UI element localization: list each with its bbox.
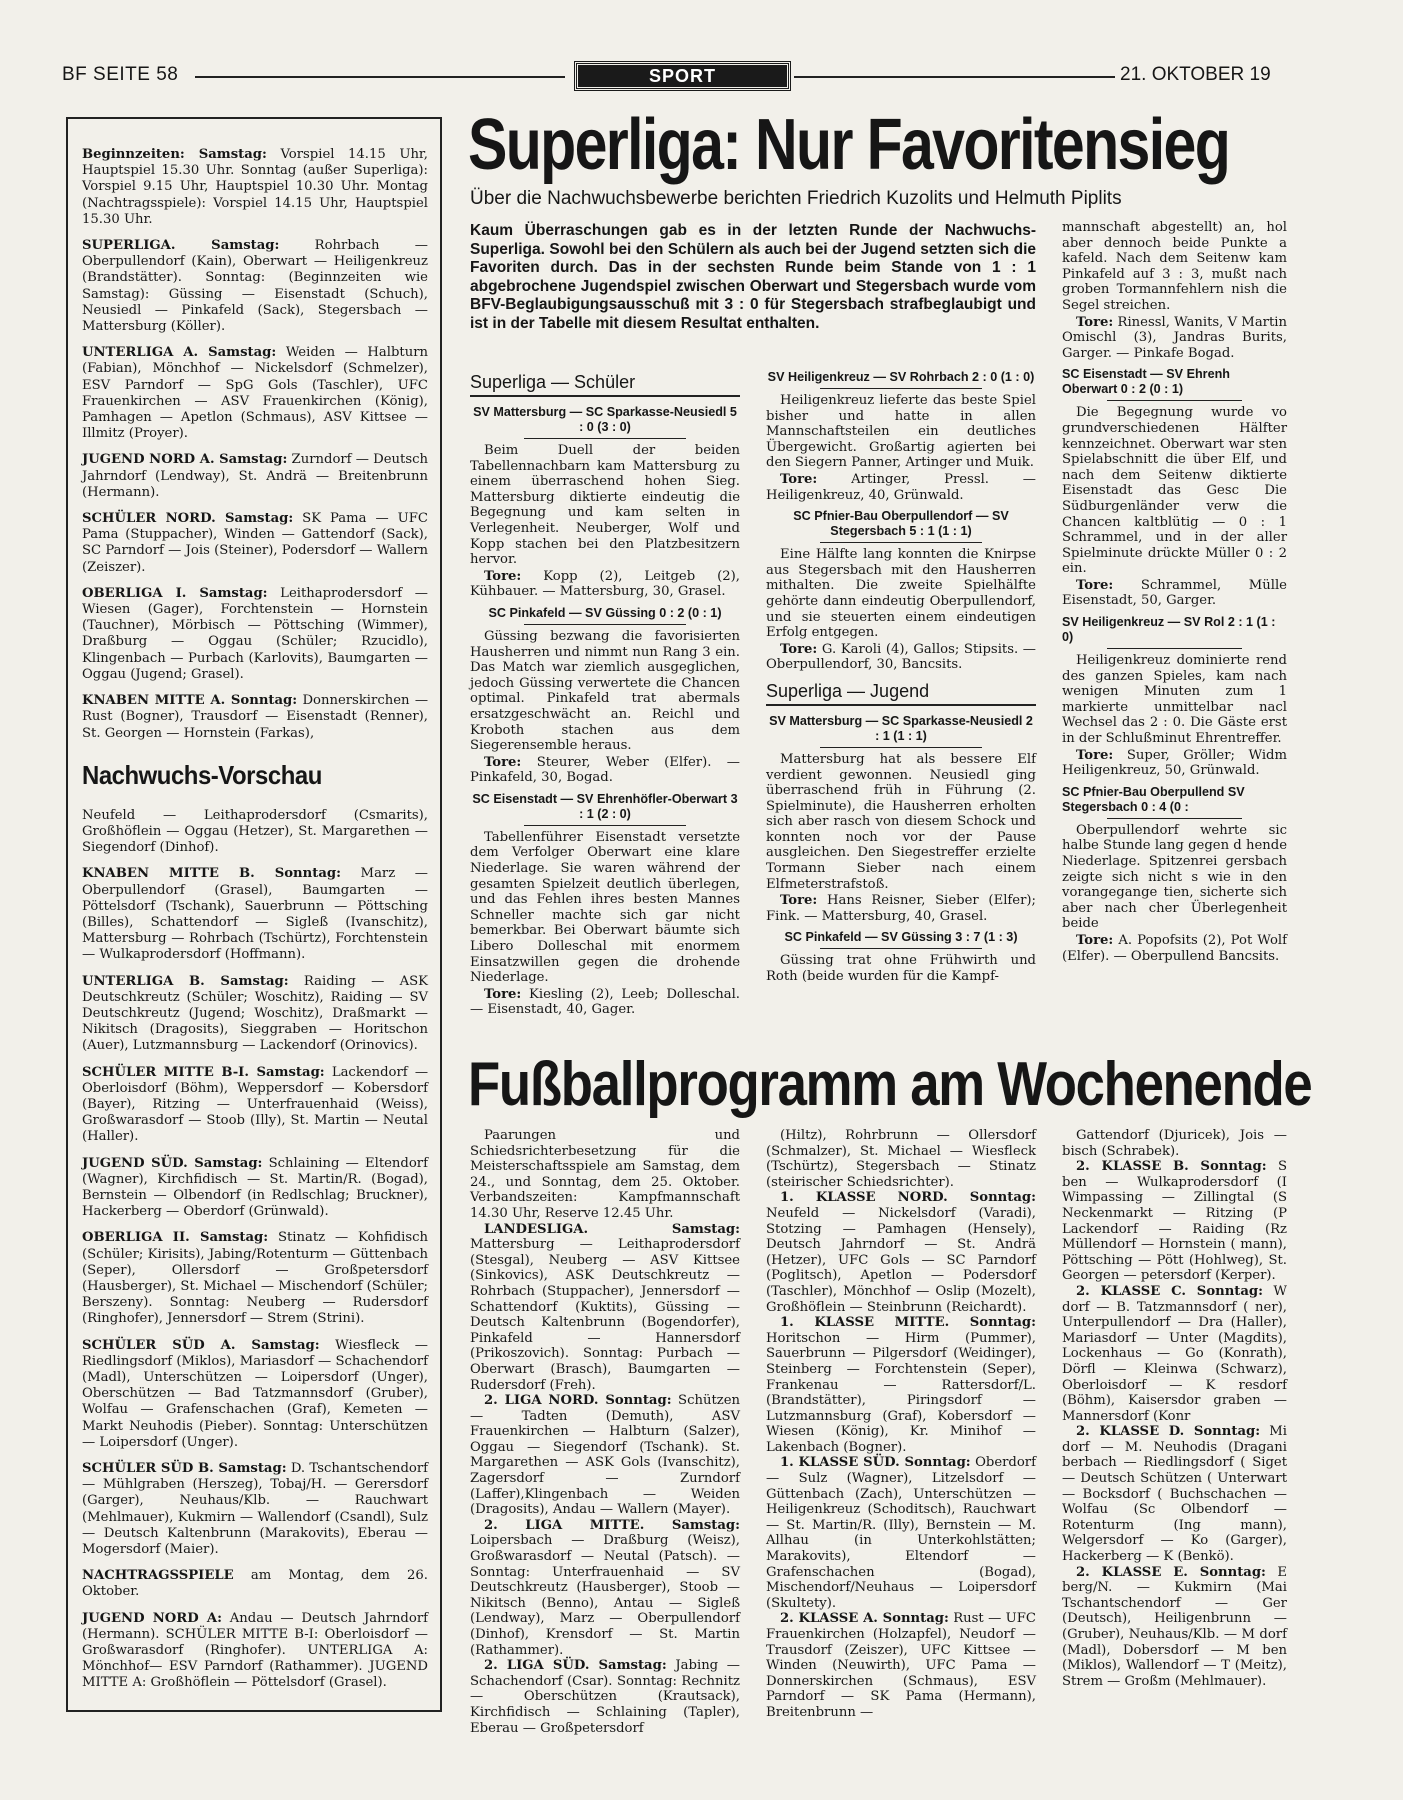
- match-heading: SC Pfnier-Bau Oberpullend SV Stegersbach 0 : 4 (0 :: [1062, 784, 1245, 814]
- schedule-paragraph: Neufeld — Leithaprodersdorf (Csmarits), Großhöflein — Oggau (Hetzer), St. Margarethen — Siegendorf (Dinhof).: [82, 807, 428, 856]
- schedule-paragraph: UNTERLIGA B. Samstag: Raiding — ASK Deutschkreutz (Schüler; Woschitz), Raiding — SV Deutschkreutz (Jugend; Woschitz), Draßmarkt — Nikitsch (Dragosits), Sieggraben — Horitschon (Auer), Lutzmannsburg — Lackendorf (Orinovics).: [82, 973, 428, 1054]
- match-heading: SV Mattersburg — SC Sparkasse-Neusiedl 5 : 0 (3 : 0): [473, 405, 737, 434]
- page-number: BF SEITE 58: [62, 64, 179, 85]
- divider: [820, 388, 982, 389]
- schedule-paragraph: UNTERLIGA A. Samstag: Weiden — Halbturn (Fabian), Mönchhof — Nickelsdorf (Schmelzer), ESV Parndorf — SpG Gols (Taschler), UFC Frauenkirchen — ASV Frauenkirchen (König), Pamhagen — Apetlon (Schmaus), ASV Kittsee — Illmitz (Proyer).: [82, 345, 428, 442]
- schedule-paragraph: 2. KLASSE C. Sonntag: W dorf — B. Tatzmannsdorf ( ner), Unterpullendorf — Dra (Haller), Mariasdorf — Unter (Magdits), Lockenhaus — Go (Konrath), Dörfl — Kleinwa (Schwarz), Oberloisdorf — K resdorf (Böhm), Kaisersdor graben —Mannersdorf (Konr: [1062, 1283, 1287, 1424]
- goals-line: Tore: Kiesling (2), Leeb; Dolleschal. — Eisenstadt, 40, Gager.: [470, 986, 740, 1018]
- schedule-paragraph: 1. KLASSE NORD. Sonntag: Neufeld — Nickelsdorf (Varadi), Stotzing — Pamhagen (Hensely), Deutsch Jahrndorf — St. Andrä (Hetzer), UFC Gols — SC Parndorf (Poglitsch), Apetlon — Podersdorf (Taschler), Mönchhof — Oslip (Mozelt), Großhöflein — Steinbrunn (Reichardt).: [766, 1190, 1036, 1315]
- schedule-list-1: [82, 147, 428, 742]
- schedule-paragraph: SUPERLIGA. Samstag: Rohrbach — Oberpullendorf (Kain), Oberwart — Heiligenkreuz (Brandstätter). Sonntag: (Beginnzeiten wie Samstag): Güssing — Eisenstadt (Schuch), Neusiedl — Pinkafeld (Sack), Stegersbach — Mattersburg (Köller).: [82, 238, 428, 335]
- schedule-paragraph: 2. LIGA SÜD. Samstag: Jabing — Schachendorf (Csar). Sonntag: Rechnitz — Oberschützen (Krautsack), Kirchfidisch — Schlaining (Tapler), Eberau — Großpetersdorf: [470, 1658, 740, 1736]
- program-column-2: [766, 1128, 1036, 1778]
- headline-fussballprogramm: Fußballprogramm am Wochenende: [468, 1050, 1312, 1119]
- schedule-paragraph: 1. KLASSE MITTE. Sonntag: Horitschon — Hirm (Pummer), Sauerbrunn — Pilgersdorf (Weidinger), Steinberg — Forchtenstein (Seper), Frankenau — Rattersdorf/L. (Brandstätter), Piringsdorf — Lutzmannsburg (Graf), Kobersdorf — Wiesen (König), Kr. Minihof — Lakenbach (Bogner).: [766, 1315, 1036, 1455]
- match-heading: SC Eisenstadt — SV Ehrenh Oberwart 0 : 2 (0 : 1): [1062, 367, 1230, 397]
- byline: Über die Nachwuchsbewerbe berichten Friedrich Kuzolits und Helmuth Piplits: [470, 188, 1122, 209]
- schedule-paragraph: Paarungen und Schiedsrichterbesetzung für die Meisterschaftsspiele am Samstag, dem 24., und Sonntag, dem 25. Oktober. Verbandszeiten: Kampfmannschaft 14.30 Uhr, Reserve 12.45 Uhr.: [470, 1128, 740, 1221]
- schedule-paragraph: Gattendorf (Djuricek), Jois — bisch (Schrabek).: [1062, 1128, 1287, 1159]
- schedule-paragraph: (Hiltz), Rohrbrunn — Ollersdorf (Schmalzer), St. Michael — Wiesfleck (Tschürtz), Stegersbach — Stinatz (steirischer Schiedsrichter).: [766, 1128, 1036, 1190]
- goals-line: Tore: Kopp (2), Leitgeb (2), Kühbauer. — Mattersburg, 30, Grasel.: [470, 568, 740, 600]
- divider: [524, 825, 686, 826]
- match-heading: SC Eisenstadt — SV Ehrenhöfler-Oberwart 3 : 1 (2 : 0): [472, 791, 738, 821]
- match-report: Tabellenführer Eisenstadt versetzte dem Verfolger Oberwart eine klare Niederlage. Sie waren während der gesamten Spielzeit deutlich überlegen, und das Fehlen ihres besten Mannes Schneller machte sich gar nicht bemerkbar. Bei Oberwart bäumte sich Libero Dolleschal mit enormem Einsatzwillen gegen die drohende Niederlage.: [470, 829, 740, 986]
- article-lead: Kaum Überraschungen gab es in der letzten Runde der Nachwuchs-Superliga. Sowohl bei den Schülern als auch bei der Jugend setzten sich die Favoriten durch. Das in der sechsten Runde beim Stande von 1 : 1 abgebrochene Jugendspiel zwischen Oberwart und Stegersbach wurde vom BFV-Beglaubigungsausschuß mit 3 : 0 für Stegersbach strafbeglaubigt und ist in der Tabelle mit diesem Resultat enthalten.: [470, 222, 1036, 332]
- schedule-paragraph: SCHÜLER NORD. Samstag: SK Pama — UFC Pama (Stuppacher), Winden — Gattendorf (Sack), SC Parndorf — Jois (Steiner), Podersdorf — Wallern (Zeiszer).: [82, 511, 428, 575]
- match-report: Mattersburg hat als bessere Elf verdient gewonnen. Neusiedl ging überraschend früh in Führung (2. Spielminute), die Hausherren erholten sich aber rasch von diesem Schock und konnten noch vor der Pause ausgleichen. Den Siegestreffer erzielte Tormann Sieber nach einem Elfmeterstrafstoß.: [766, 751, 1036, 892]
- match-heading: SC Pinkafeld — SV Güssing 3 : 7 (1 : 3): [784, 930, 1018, 945]
- schedule-paragraph: 1. KLASSE SÜD. Sonntag: Oberdorf — Sulz (Wagner), Litzelsdorf — Güttenbach (Zach), Unterschützen — Heiligenkreuz (Schoditsch), Rauchwart — St. Martin/R. (Illy), Bernstein — M. Allhau (in Unterkohlstätten; Marakovits), Eltendorf — Grafenschachen (Bogad), Mischendorf/Neuhaus — Loipersdorf (Skultety).: [766, 1455, 1036, 1611]
- program-column-3: [1062, 1128, 1287, 1778]
- goals-line: Tore: Steurer, Weber (Elfer). — Pinkafeld, 30, Bogad.: [470, 754, 740, 786]
- header-rule-left: [195, 76, 565, 78]
- goals-line: Tore: Artinger, Pressl. — Heiligenkreuz, 40, Grünwald.: [766, 471, 1036, 503]
- match-report: Eine Hälfte lang konnten die Knirpse aus Stegersbach mit den Hausherren mithalten. Die zweite Spielhälfte gehörte dann eindeutig Oberpullendorf, und sie steuerten einem eindeutigen Erfolg entgegen.: [766, 547, 1036, 641]
- schedule-paragraph: KNABEN MITTE A. Sonntag: Donnerskirchen — Rust (Bogner), Trausdorf — Eisenstadt (Renner), St. Georgen — Hornstein (Farkas),: [82, 693, 429, 741]
- schedule-paragraph: SCHÜLER MITTE B-I. Samstag: Lackendorf — Oberloisdorf (Böhm), Weppersdorf — Kobersdorf (Bayer), Ritzing — Unterfrauenhaid (Weiss), Großwarasdorf — Stoob (Illy), St. Martin — Neutal (Haller).: [82, 1064, 429, 1145]
- match-report: Güssing trat ohne Frühwirth und Roth (beide wurden für die Kampf-: [766, 953, 1036, 985]
- goals-line: Tore: Hans Reisner, Sieber (Elfer); Fink. — Mattersburg, 40, Grasel.: [766, 893, 1036, 924]
- article-column-1: [470, 364, 740, 1040]
- program-column-1: [470, 1128, 740, 1778]
- match-report: Güssing bezwang die favorisierten Hausherren und nimmt nun Rang 3 ein. Das Match war ziemlich ausgeglichen, jedoch Güssing verwertete die Chancen optimal. Pinkafeld trat abermals ersatzgeschwächt an. Reichl und Kroboth stachen aus dem Siegerensemble heraus.: [470, 628, 740, 754]
- schedule-paragraph: Beginnzeiten: Samstag: Vorspiel 14.15 Uhr, Hauptspiel 15.30 Uhr. Sonntag (außer Superliga): Vorspiel 9.15 Uhr, Hauptspiel 10.30 Uhr. Montag (Nachtragsspiele): Vorspiel 14.15 Uhr, Hauptspiel 15.30 Uhr.: [82, 147, 428, 227]
- goals-line: Tore: Rinessl, Wanits, V Martin Omischl (3), Jandras Burits, Garger. — Pinkafe Bogad.: [1062, 314, 1287, 361]
- divider: [820, 747, 982, 748]
- issue-date: 21. OKTOBER 19: [1120, 64, 1271, 85]
- match-report: mannschaft abgestellt) an, hol aber dennoch beide Punkte a kafeld. Nach dem Seitenw kam Pinkafeld auf 3 : 3, mußt nach groben Tormannfehlern nish die Segel streichen.: [1062, 220, 1287, 313]
- schedule-paragraph: JUGEND NORD A. Samstag: Zurndorf — Deutsch Jahrndorf (Lendway), St. Andrä — Breitenbrunn (Hermann).: [82, 452, 428, 500]
- header-rule-right: [794, 76, 1115, 78]
- schedule-paragraph: JUGEND NORD A: Andau — Deutsch Jahrndorf (Hermann). SCHÜLER MITTE B-I: Oberloisdorf — Großwarasdorf (Ringhofer). UNTERLIGA A: Mönchhof— ESV Parndorf (Rathammer). JUGEND MITTE A: Großhöflein — Pöttelsdorf (Grasel).: [82, 1610, 429, 1691]
- schedule-paragraph: SCHÜLER SÜD B. Samstag: D. Tschantschendorf — Mühlgraben (Herszeg), Tobaj/H. — Gerersdorf (Garger), Neuhaus/Klb. — Rauchwart (Mehlmauer), Kukmirn — Wallendorf (Csandl), Sulz — Deutsch Kaltenbrunn (Marakovits), Eberau — Mogersdorf (Maier).: [82, 1461, 429, 1558]
- schedule-paragraph: 2. KLASSE D. Sonntag: Mi dorf — M. Neuhodis (Dragani berbach — Riedlingsdorf ( Siget — Deutsch Schützen ( Unterwart — Bocksdorf ( Buchschachen — Wolfau (Sc Olbendorf — Rotenturm (Ing mann), Welgersdorf — Ko (Garger), Hackerberg — K (Benkö).: [1062, 1424, 1288, 1565]
- subhead-schueler: Superliga — Schüler: [470, 370, 740, 397]
- box-heading: Nachwuchs-Vorschau: [82, 759, 322, 790]
- schedule-paragraph: 2. KLASSE B. Sonntag: S ben — Wulkaprodersdorf (I Wimpassing — Zillingtal (S Neckenmarkt — Ritzing (P Lackendorf — Raiding (Rz Müllendorf — Hornstein ( mann), Pöttsching — Pött (Hohlweg), St. Georgen — petersdorf (Kerper).: [1062, 1159, 1287, 1284]
- divider: [1107, 648, 1242, 649]
- schedule-paragraph: OBERLIGA II. Samstag: Stinatz — Kohfidisch (Schüler; Kirisits), Jabing/Rotenturm — Güttenbach (Seper), Ollersdorf — Großpetersdorf (Hausberger), St. Michael — Mischendorf (Schüler; Berszeny). Sonntag: Neuberg — Rudersdorf (Ringhofer), Jennersdorf — Strem (Strini).: [82, 1230, 428, 1327]
- divider: [524, 624, 686, 625]
- schedule-paragraph: JUGEND SÜD. Samstag: Schlaining — Eltendorf (Wagner), Kirchfidisch — St. Martin/R. (Bogad), Bernstein — Olbendorf (in Redlschlag; Bruckner), Hackerberg — Oberdorf (Grünwald).: [82, 1155, 428, 1220]
- subhead-jugend: Superliga — Jugend: [766, 679, 1036, 706]
- match-heading: SV Mattersburg — SC Sparkasse-Neusiedl 2 : 1 (1 : 1): [769, 713, 1033, 743]
- schedule-paragraph: NACHTRAGSSPIELE am Montag, dem 26. Oktober.: [82, 1568, 428, 1600]
- schedule-list-2: [82, 808, 428, 1692]
- section-badge: SPORT: [575, 62, 790, 90]
- match-heading: SC Pfnier-Bau Oberpullendorf — SV Stegersbach 5 : 1 (1 : 1): [793, 509, 1009, 539]
- match-heading: SV Heiligenkreuz — SV Rohrbach 2 : 0 (1 : 0): [767, 370, 1035, 384]
- divider: [820, 542, 982, 543]
- headline-superliga: Superliga: Nur Favoritensieg: [468, 105, 1230, 185]
- divider: [1107, 400, 1242, 401]
- schedule-paragraph: SCHÜLER SÜD A. Samstag: Wiesfleck — Riedlingsdorf (Miklos), Mariasdorf — Schachendorf (Madl), Unterschützen — Loipersdorf (Unger), Oberschützen — Bad Tatzmannsdorf (Gruber), Wolfau — Grafenschachen (Graf), Kemeten — Markt Neuhodis (Pieber). Sonntag: Unterschützen — Loipersdorf (Unger).: [82, 1337, 428, 1450]
- divider: [524, 438, 686, 439]
- schedule-paragraph: LANDESLIGA. Samstag: Mattersburg — Leithaprodersdorf (Stesgal), Neuberg — ASV Kittsee (Sinkovics), ASK Deutschkreutz — Rohrbach (Stuppacher), Jennersdorf — Schattendorf (Kuktits), Güssing — Deutsch Kaltenbrunn (Bogendorfer), Pinkafeld — Hannersdorf (Prikoszovich). Sonntag: Purbach — Oberwart (Brasch), Baumgarten — Rudersdorf (Freh).: [470, 1221, 740, 1393]
- article-column-2: [766, 364, 1036, 1040]
- match-report: Die Begegnung wurde vo grundverschiedenen Hälfter kennzeichnet. Oberwart war sten Spielabschnitt die über Elf, und nach dem Seitenw diktierte Eisenstadt das Gesc Die Südburgenländer verw die Chancen kaltblütig — 0 : 1 Schrammel, und in der aller Spielminute drückte Müller 0 : 2 ein.: [1062, 405, 1287, 577]
- match-report: Oberpullendorf wehrte sic halbe Stunde lang gegen d hende Niederlage. Spitzenrei gersbach zeigte sich nicht s wie in den vorangegange tien, sicherte sich aber nach cher Überlegenheit beide: [1062, 822, 1287, 932]
- schedule-paragraph: 2. KLASSE A. Sonntag: Rust — UFC Frauenkirchen (Holzapfel), Neudorf — Trausdorf (Zeiszer), UFC Kittsee — Winden (Neuwirth), UFC Pama — Donnerskirchen (Schmaus), ESV Parndorf — SK Pama (Hermann), Breitenbrunn —: [766, 1611, 1036, 1720]
- article-column-3: [1062, 220, 1287, 1040]
- match-report: Heiligenkreuz dominierte rend des ganzen Spieles, kam nach wenigen Minuten zum 1 markierte unmittelbar nacl Wechsel das 2 : 0. Die Gäste erst in der Schlußminut Ehrentreffer.: [1062, 653, 1287, 747]
- goals-line: Tore: G. Karoli (4), Gallos; Stipsits. — Oberpullendorf, 30, Bancsits.: [766, 641, 1036, 673]
- goals-line: Tore: Schrammel, Mülle Eisenstadt, 50, Garger.: [1062, 577, 1287, 609]
- divider: [1107, 818, 1242, 819]
- match-heading: SC Pinkafeld — SV Güssing 0 : 2 (0 : 1): [488, 605, 722, 620]
- divider: [820, 948, 982, 949]
- match-report: Heiligenkreuz lieferte das beste Spiel bisher und hatte in allen Mannschaftsteilen ein deutliches Übergewicht. Großartig agierten bei den Siegern Panner, Artinger und Muik.: [766, 393, 1036, 471]
- schedule-paragraph: 2. LIGA NORD. Sonntag: Schützen — Tadten (Demuth), ASV Frauenkirchen — Halbturn (Salzer), Oggau — Siegendorf (Tschank). St. Margarethen — ASK Gols (Ivanschitz), Zagersdorf — Zurndorf (Laffer),Klingenbach — Weiden (Dragosits), Andau — Wallern (Mayer).: [470, 1393, 740, 1518]
- page-header: [0, 62, 1287, 92]
- nachwuchs-box: [66, 117, 442, 1712]
- schedule-paragraph: OBERLIGA I. Samstag: Leithaprodersdorf — Wiesen (Gager), Forchtenstein — Hornstein (Tauchner), Mörbisch — Pöttsching (Wimmer), Draßburg — Oggau (Schüler; Rzucidlo), Klingenbach — Purbach (Karlovits), Baumgarten — Oggau (Jugend; Grasel).: [82, 585, 428, 682]
- match-heading: SV Heiligenkreuz — SV Rol 2 : 1 (1 : 0): [1062, 615, 1276, 645]
- goals-line: Tore: A. Popofsits (2), Pot Wolf (Elfer). — Oberpullend Bancsits.: [1062, 932, 1287, 964]
- schedule-paragraph: KNABEN MITTE B. Sonntag: Marz — Oberpullendorf (Grasel), Baumgarten — Pöttelsdorf (Tschank), Sauerbrunn — Pöttsching (Billes), Schattendorf — Sigleß (Ivanschitz), Mattersburg — Rohrbach (Tschürtz), Forchtenstein — Wulkaprodersdorf (Hoffmann).: [82, 866, 428, 963]
- schedule-paragraph: 2. LIGA MITTE. Samstag: Loipersbach — Draßburg (Weisz), Großwarasdorf — Neutal (Patsch). — Sonntag: Unterfrauenhaid — SV Deutschkreutz (Hausberger), Stoob — Nikitsch (Benno), Antau — Sigleß (Lendway), Marz — Oberpullendorf (Dinhof), Krensdorf — St. Martin (Rathammer).: [470, 1517, 740, 1658]
- goals-line: Tore: Super, Gröller; Widm Heiligenkreuz, 50, Grünwald.: [1062, 747, 1287, 779]
- match-report: Beim Duell der beiden Tabellennachbarn kam Mattersburg zu einem überraschend hohen Sieg. Mattersburg diktierte eindeutig die Begegnung und kam selten in Verlegenheit. Neuberger, Wolf und Kopp stachen bei den Platzbesitzern hervor.: [470, 443, 740, 568]
- schedule-paragraph: 2. KLASSE E. Sonntag: E berg/N. — Kukmirn (Mai Tschantschendorf — Ger (Deutsch), Heiligenbrunn — (Gruber), Neuhaus/Klb. — M dorf (Madl), Dobersdorf — M ben (Miklos), Wallendorf — T (Meitz), Strem — Großm (Mehlmauer).: [1062, 1564, 1287, 1689]
